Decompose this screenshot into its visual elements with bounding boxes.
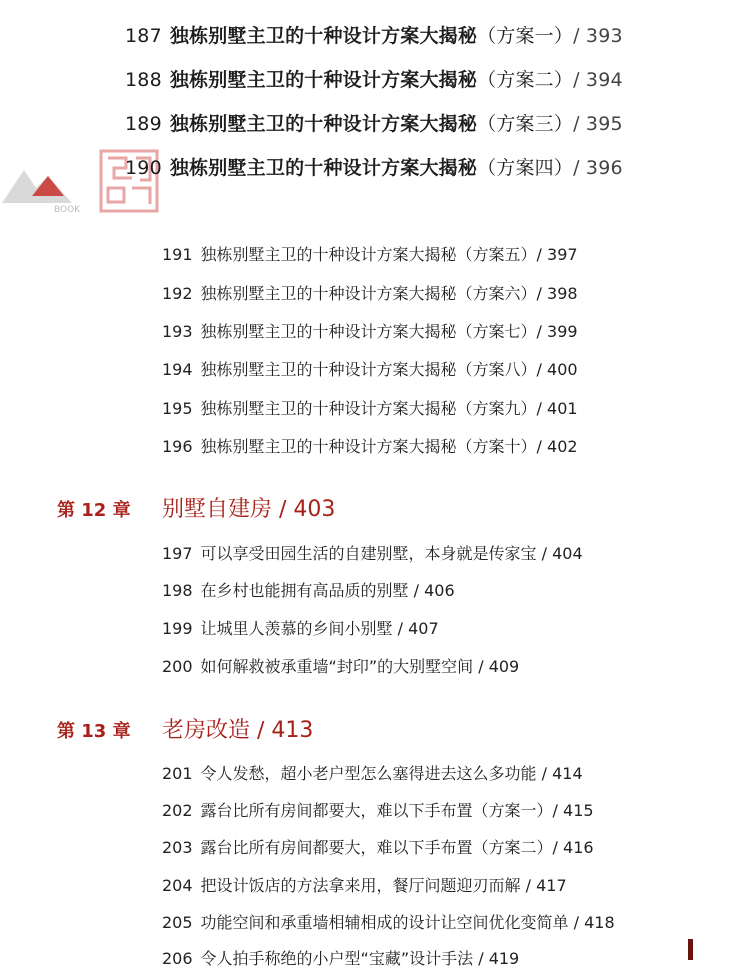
toc-entry-196[interactable]: [162, 434, 578, 457]
entry-title: 独栋别墅主卫的十种设计方案大揭秘: [169, 69, 478, 91]
toc-entry-203[interactable]: [162, 835, 594, 858]
entry-number: 204: [162, 876, 193, 895]
toc-entry-192[interactable]: [162, 281, 578, 304]
entry-variant: （方案四）: [477, 157, 574, 179]
entry-text: 功能空间和承重墙相辅相成的设计让空间优化变简单 ∕ 418: [200, 913, 615, 932]
entry-number: 189: [125, 113, 162, 135]
entry-title: 独栋别墅主卫的十种设计方案大揭秘: [169, 113, 478, 135]
toc-entry-189[interactable]: [125, 109, 623, 136]
entry-number: 197: [162, 544, 193, 563]
toc-entry-188[interactable]: [125, 65, 623, 92]
scrollbar-thumb[interactable]: [688, 939, 693, 960]
chapter-title: 老房改造 ∕ 413: [162, 718, 314, 743]
toc-entry-205[interactable]: [162, 910, 615, 933]
entry-text: 把设计饭店的方法拿来用，餐厅问题迎刃而解 ∕ 417: [200, 876, 567, 895]
entry-number: 187: [125, 25, 162, 47]
entry-text: 令人拍手称绝的小户型“宝藏”设计手法 ∕ 419: [200, 949, 520, 968]
entry-number: 195: [162, 399, 193, 418]
watermark-book-text: BOOK: [54, 205, 81, 214]
toc-entry-201[interactable]: [162, 761, 583, 784]
watermark-mountain-icon: [2, 170, 72, 203]
entry-page: ∕ 394: [573, 69, 623, 91]
entry-number: 205: [162, 913, 193, 932]
entry-number: 206: [162, 949, 193, 968]
entry-text: 露台比所有房间都要大，难以下手布置（方案一）∕ 415: [200, 801, 594, 820]
entry-number: 192: [162, 284, 193, 303]
toc-entry-193[interactable]: [162, 319, 578, 342]
chapter-label: 第 13 章: [57, 721, 131, 742]
entry-number: 194: [162, 360, 193, 379]
entry-number: 190: [125, 157, 162, 179]
entry-text: 独栋别墅主卫的十种设计方案大揭秘（方案五）∕ 397: [200, 245, 578, 264]
entry-variant: （方案一）: [477, 25, 574, 47]
entry-number: 191: [162, 245, 193, 264]
entry-number: 203: [162, 838, 193, 857]
entry-text: 令人发愁，超小老户型怎么塞得进去这么多功能 ∕ 414: [200, 764, 583, 783]
entry-number: 198: [162, 581, 193, 600]
entry-number: 199: [162, 619, 193, 638]
toc-entry-190[interactable]: [125, 153, 623, 180]
entry-variant: （方案三）: [477, 113, 574, 135]
entry-text: 可以享受田园生活的自建别墅，本身就是传家宝 ∕ 404: [200, 544, 583, 563]
entry-number: 202: [162, 801, 193, 820]
entry-text: 独栋别墅主卫的十种设计方案大揭秘（方案六）∕ 398: [200, 284, 578, 303]
toc-entry-202[interactable]: [162, 798, 594, 821]
toc-entry-200[interactable]: [162, 654, 519, 677]
entry-text: 独栋别墅主卫的十种设计方案大揭秘（方案十）∕ 402: [200, 437, 578, 456]
toc-entry-194[interactable]: [162, 357, 578, 380]
entry-variant: （方案二）: [477, 69, 574, 91]
entry-text: 让城里人羡慕的乡间小别墅 ∕ 407: [200, 619, 439, 638]
entry-number: 200: [162, 657, 193, 676]
watermark-peak-icon: [32, 176, 64, 196]
toc-entry-199[interactable]: [162, 616, 439, 639]
toc-entry-187[interactable]: [125, 21, 623, 48]
entry-text: 独栋别墅主卫的十种设计方案大揭秘（方案九）∕ 401: [200, 399, 578, 418]
chapter-13-heading[interactable]: [57, 713, 313, 744]
entry-title: 独栋别墅主卫的十种设计方案大揭秘: [169, 25, 478, 47]
entry-text: 如何解救被承重墙“封印”的大别墅空间 ∕ 409: [200, 657, 520, 676]
toc-entry-206[interactable]: [162, 946, 519, 969]
entry-number: 196: [162, 437, 193, 456]
chapter-12-heading[interactable]: [57, 492, 335, 523]
entry-number: 188: [125, 69, 162, 91]
entry-page: ∕ 393: [573, 25, 623, 47]
entry-text: 露台比所有房间都要大，难以下手布置（方案二）∕ 416: [200, 838, 594, 857]
toc-entry-195[interactable]: [162, 396, 578, 419]
entry-page: ∕ 396: [573, 157, 623, 179]
toc-entry-198[interactable]: [162, 578, 455, 601]
toc-entry-191[interactable]: [162, 242, 578, 265]
entry-number: 193: [162, 322, 193, 341]
chapter-label: 第 12 章: [57, 500, 131, 521]
entry-text: 在乡村也能拥有高品质的别墅 ∕ 406: [200, 581, 455, 600]
entry-page: ∕ 395: [573, 113, 623, 135]
toc-entry-204[interactable]: [162, 873, 567, 896]
chapter-title: 别墅自建房 ∕ 403: [162, 497, 336, 522]
entry-number: 201: [162, 764, 193, 783]
toc-entry-197[interactable]: [162, 541, 583, 564]
entry-text: 独栋别墅主卫的十种设计方案大揭秘（方案八）∕ 400: [200, 360, 578, 379]
entry-text: 独栋别墅主卫的十种设计方案大揭秘（方案七）∕ 399: [200, 322, 578, 341]
entry-title: 独栋别墅主卫的十种设计方案大揭秘: [169, 157, 478, 179]
